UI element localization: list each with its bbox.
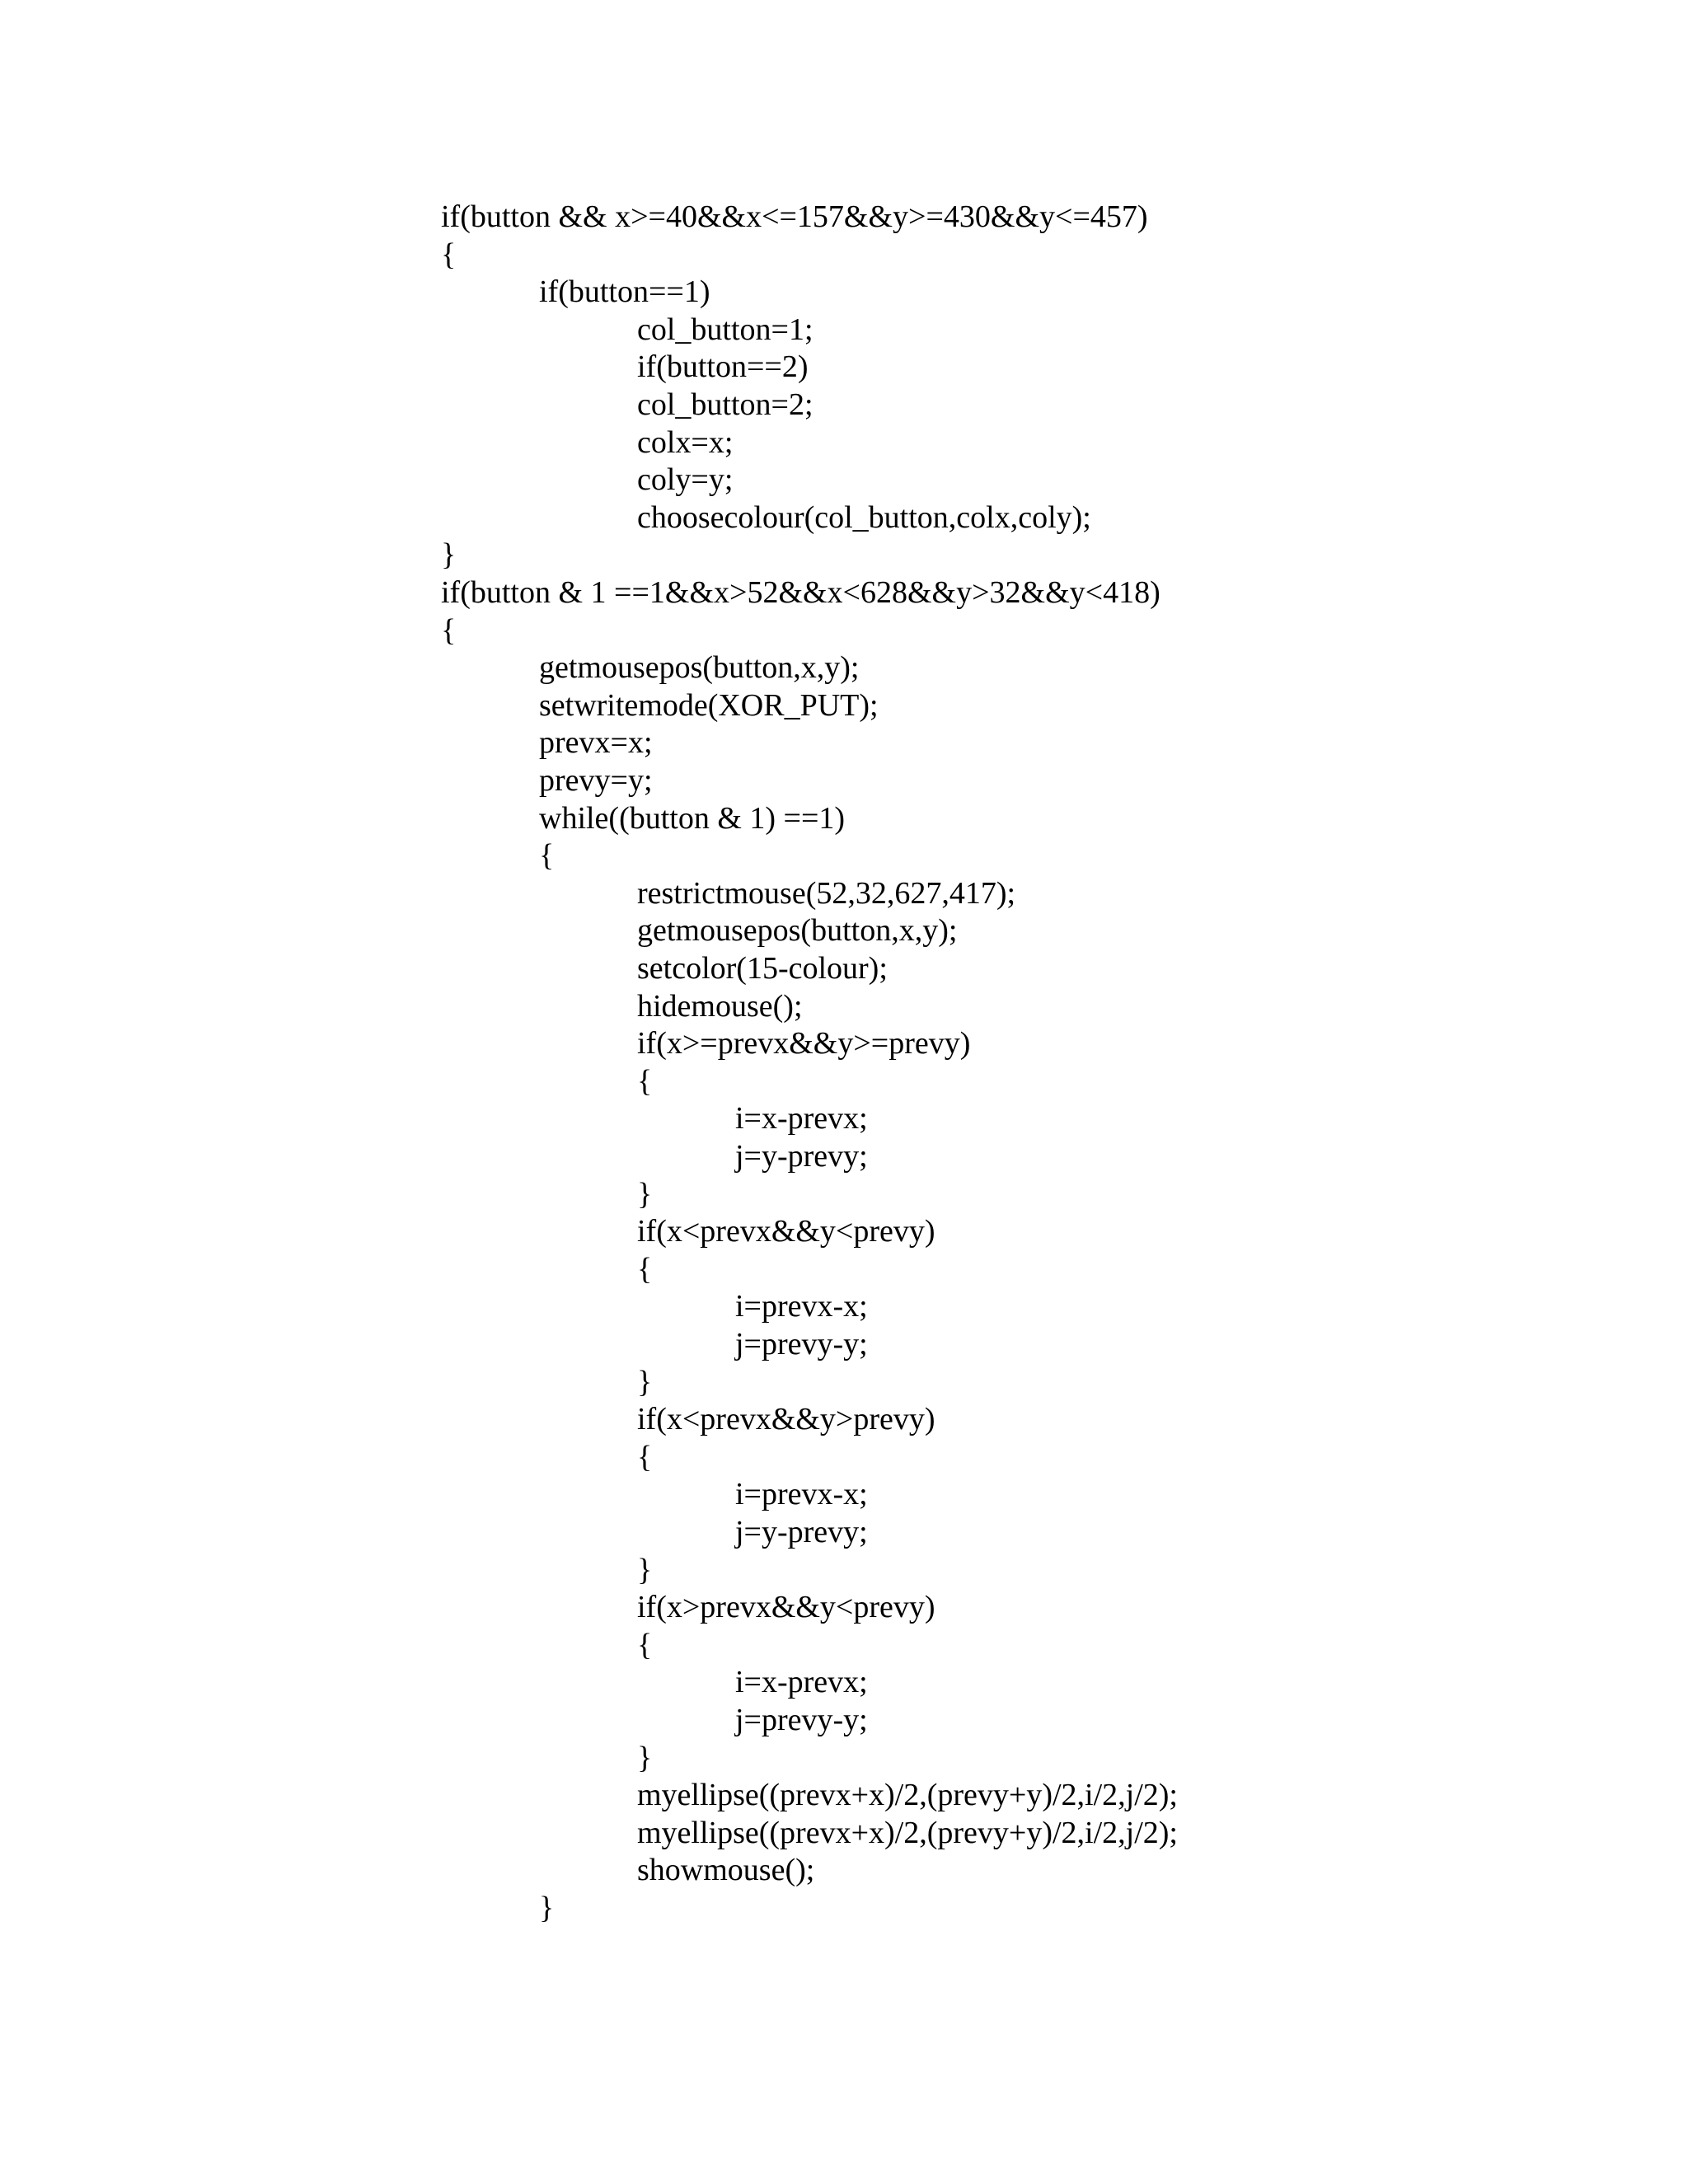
code-line: { [637,1439,653,1474]
code-line: if(button==2) [637,349,809,385]
code-line: col_button=1; [637,312,814,347]
code-line: if(x>=prevx&&y>=prevy) [637,1026,971,1062]
code-line: if(x<prevx&&y>prevy) [637,1402,935,1437]
code-line: setwritemode(XOR_PUT); [539,687,879,723]
code-line: i=prevx-x; [735,1477,868,1512]
code-line: i=x-prevx; [735,1101,868,1137]
code-line: myellipse((prevx+x)/2,(prevy+y)/2,i/2,j/2); [637,1815,1178,1850]
code-line: } [441,537,457,573]
code-line: { [441,237,457,272]
code-line: if(button & 1 ==1&&x>52&&x<628&&y>32&&y<418) [441,575,1160,610]
code-line: if(button && x>=40&&x<=157&&y>=430&&y<=457) [441,199,1148,234]
code-line: } [637,1740,653,1775]
code-line: { [637,1251,653,1286]
code-line: if(button==1) [539,274,710,310]
code-line: j=prevy-y; [735,1703,868,1737]
code-line: } [637,1176,653,1212]
code-line: prevx=x; [539,725,653,761]
code-line: } [539,1891,555,1925]
code-line: colx=x; [637,424,734,460]
code-line: i=prevx-x; [735,1289,868,1324]
code-line: j=prevy-y; [735,1327,868,1361]
code-line: i=x-prevx; [735,1665,868,1700]
code-line: getmousepos(button,x,y); [637,913,958,949]
code-line: { [637,1627,653,1662]
code-line: { [441,612,457,648]
code-line: coly=y; [637,462,734,498]
code-line: prevy=y; [539,763,653,798]
code-line: choosecolour(col_button,colx,coly); [637,499,1091,535]
code-line: { [637,1063,653,1099]
code-line: while((button & 1) ==1) [539,800,846,836]
code-line: } [637,1364,653,1399]
code-line: } [637,1552,653,1587]
code-line: restrictmouse(52,32,627,417); [637,875,1016,911]
code-line: { [539,838,555,874]
code-line: hidemouse(); [637,988,803,1024]
code-line: if(x<prevx&&y<prevy) [637,1214,935,1249]
code-line: if(x>prevx&&y<prevy) [637,1590,935,1625]
code-line: getmousepos(button,x,y); [539,650,860,686]
code-line: myellipse((prevx+x)/2,(prevy+y)/2,i/2,j/2); [637,1778,1178,1813]
code-line: setcolor(15-colour); [637,951,888,986]
code-line: col_button=2; [637,387,814,422]
code-line: j=y-prevy; [735,1139,868,1174]
code-line: j=y-prevy; [735,1515,868,1549]
code-line: showmouse(); [637,1853,815,1888]
